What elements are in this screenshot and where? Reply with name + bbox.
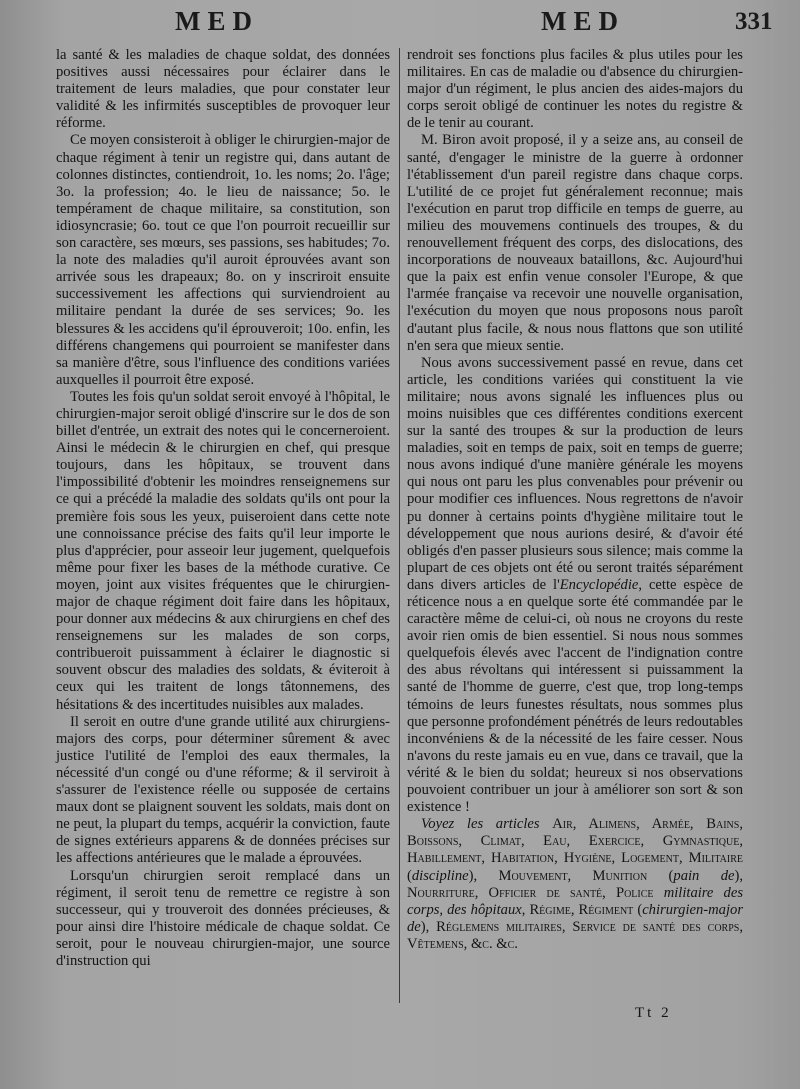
see-also-list-d: , Régime, Régiment ( [521, 901, 643, 918]
left-paragraph-3: Toutes les fois qu'un soldat seroit envoyé à l'hôpital, le chirurgien-major seroit obligé d'inscrire sur le dos de son billet d'entrée, un extrait des notes qui le concerneroient. Ainsi le médecin & le chirurgien en chef, qui presque toujours, dans les hôpitaux, se trouvent dans l'impossibilité d'obtenir les moindres renseignemens sur ce qui a précédé la maladie des soldats qu'ils ont pour la première fois sous les yeux, puiseroient dans cette note une connoissance précise des faits qu'il leur importe le plus d'apprécier, pour asseoir leur jugement, quelquefois même pour fixer les bases de la méthode curative. Ce moyen, joint aux visites fréquentes que le chirurgien-major de chaque régiment doit faire dans les hôpitaux, pour donner aux médecins & aux chirurgiens en chef des renseignemens sur les malades de son corps, contribueroit puissamment à éclairer le diagnostic si souvent obscur des maladies des soldats, & éviteroit à ceux qui les traitent de longs tâtonnemens, des hésitations & des incertitudes nuisibles aux malades. [56, 388, 390, 713]
right-paragraph-1: rendroit ses fonctions plus faciles & plus utiles pour les militaires. En cas de maladie ou d'absence du chirurgien-major d'un régiment, le plus ancien des aides-majors du corps seroit obligé de continuer les notes du registre & de le tenir au courant. [407, 47, 743, 132]
see-also-chirurgien: chirurgien-major de [407, 901, 743, 935]
running-head [0, 6, 800, 44]
see-also-list-a: Air, Alimens, Armée, Bains, Boissons, Climat, Eau, Exercice, Gymnastique, Habillement, Habitation, Hygiène, Logement, Militaire ( [407, 816, 743, 884]
running-head-right: MED [541, 6, 625, 36]
see-also-paragraph [407, 816, 743, 953]
see-also-list-e: ), Réglemens militaires, Service de santé des corps, Vêtemens, &c. &c. [407, 918, 743, 952]
see-also-list-b: ), Mouvement, Munition ( [468, 867, 674, 884]
encyclopedie-title: Encyclopédie [559, 576, 639, 593]
see-also-pain: pain de [673, 867, 735, 884]
see-also-prefix: Voyez les articles [421, 816, 540, 833]
page-number: 331 [735, 8, 773, 35]
right-column [407, 47, 743, 953]
right-paragraph-3-part-a: Nous avons successivement passé en revue, dans cet article, les conditions variées qui constituent la vie militaire; nous avons signalé les influences plus ou moins nuisibles que ces différentes conditions exercent sur la santé des troupes & sur la production de leurs maladies, soit en temps de paix, soit en temps de guerre; nous avons indiqué d'une manière générale les moyens qui nous ont paru les plus convenables pour prévenir ou pour modifier ces influences. Nous regrettons de n'avoir pu donner à certains points d'hygiène militaire tout le développement que nous aurions desiré, & d'avoir été obligés d'en passer plusieurs sous silence; mais comme la plupart de ces objets ont été ou seront traités séparément dans divers articles de l' [407, 354, 743, 593]
column-divider [399, 48, 400, 1003]
left-paragraph-1: la santé & les maladies de chaque soldat, des données positives aussi nécessaires pour éclairer dans le traitement de leurs maladies, que pour constater leur validité & les infirmités susceptibles de provoquer leur réforme. [56, 47, 390, 132]
left-paragraph-4: Il seroit en outre d'une grande utilité aux chirurgiens-majors des corps, pour déterminer sûrement & avec justice l'utilité de l'emploi des eaux thermales, la nécessité d'un congé ou d'une réforme; & il serviroit à s'assurer de l'existence réelle ou supposée de certains maux dont se plaignent souvent les soldats, mais dont on ne peut, la plupart du temps, acquérir la conviction, faute de signes extérieurs apparens & de données précises sur les affections antérieures que le malade a éprouvées. [56, 713, 390, 867]
running-head-left: MED [175, 6, 259, 36]
left-paragraph-5: Lorsqu'un chirurgien seroit remplacé dans un régiment, il seroit tenu de remettre ce registre à son successeur, qui y trouveroit des données précieuses, & pour ainsi dire l'histoire médicale de chaque soldat. Ce seroit, pour le nouveau chirurgien-major, une source d'instruction qui [56, 867, 390, 969]
see-also-discipline: discipline [411, 867, 469, 884]
see-also-police: militaire des corps, des hôpitaux [407, 884, 744, 918]
see-also-list-c: ), Nourriture, Officier de santé, Police [407, 867, 743, 901]
right-paragraph-2: M. Biron avoit proposé, il y a seize ans, au conseil de santé, d'engager le ministre de la guerre à ordonner l'établissement d'un pareil registre dans chaque corps. L'utilité de ce projet fut généralement reconnue; mais l'exécution en parut trop difficile en temps de guerre, au milieu des mouvemens continuels des troupes, & du renouvellement fréquent des corps, des dislocations, des incorporations de nouveaux bataillons, &c. Aujourd'hui que la paix est enfin venue consoler l'Europe, & que l'armée française va recevoir une nouvelle organisation, l'exécution du moyen que nous proposons nous paroît d'autant plus facile, & nous nous flattons que son utilité n'en sera que mieux sentie. [407, 132, 743, 354]
right-paragraph-3-part-b: , cette espèce de réticence nous a en quelque sorte été commandée par le caractère même de celui-ci, où nous ne croyons du reste avoir rien omis de bien essentiel. Si nous nous sommes quelquefois élevés avec l'accent de l'indignation contre des abus révoltans qui intéressent si puissamment la santé de l'homme de guerre, c'est que, trop long-temps témoins de leurs funestes résultats, nous sommes plus que personne profondément pénétrés de leurs redoutables inconvéniens & de la nécessité de les faire cesser. Nous n'avons du reste jamais eu en vue, dans ce travail, que la vérité & le bien du soldat; heureux si nos observations pouvoient contribuer un jour à améliorer son sort & son existence ! [407, 576, 744, 816]
signature-mark: Tt 2 [635, 1005, 672, 1021]
left-paragraph-2: Ce moyen consisteroit à obliger le chirurgien-major de chaque régiment à tenir un registre qui, dans autant de colonnes distinctes, contiendroit, 1o. les noms; 2o. l'âge; 3o. la profession; 4o. le lieu de naissance; 5o. le tempérament de chaque militaire, sa constitution, son idiosyncrasie; 6o. tout ce que l'on pourroit recueillir sur son caractère, ses mœurs, ses passions, ses habitudes; 7o. la note des maladies qu'il auroit éprouvées avant son arrivée sous les drapeaux; 8o. on y inscriroit ensuite successivement les affections qui surviendroient au militaire pendant la durée de ses services; 9o. les blessures & les accidens qu'il éprouveroit; 10o. enfin, les différens changemens qui pourroient se manifester dans sa manière d'être, sous l'influence des conditions variées auxquelles il pourroit être exposé. [56, 132, 390, 388]
right-paragraph-3 [407, 355, 743, 817]
left-column [56, 47, 390, 970]
